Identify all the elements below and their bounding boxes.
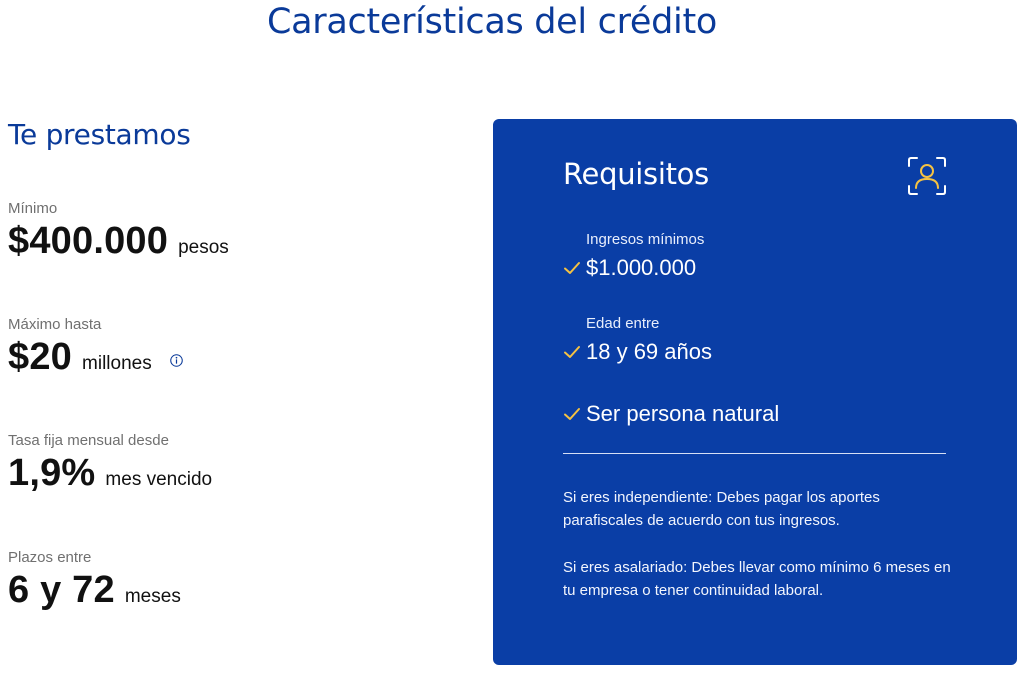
- rate-label: Tasa fija mensual desde: [8, 432, 169, 449]
- minimum-value: $400.000: [8, 220, 169, 262]
- loan-section-title: Te prestamos: [8, 118, 191, 151]
- terms-label: Plazos entre: [8, 549, 92, 566]
- income-value: $1.000.000: [586, 255, 697, 280]
- independent-note: Si eres independiente: Debes pagar los aportes parafiscales de acuerdo con tus ingresos.: [563, 489, 880, 529]
- monthly-rate: [8, 432, 212, 495]
- rate-unit: mes vencido: [105, 469, 213, 490]
- age-value: 18 y 69 años: [586, 339, 712, 364]
- requirements-title: Requisitos: [563, 157, 709, 191]
- income-label: Ingresos mínimos: [586, 231, 705, 248]
- requirements-card: [493, 119, 1017, 665]
- maximum-amount: [8, 316, 183, 379]
- minimum-label: Mínimo: [8, 200, 58, 217]
- check-icon: [563, 405, 581, 423]
- terms-value: 6 y 72: [8, 569, 115, 611]
- terms-unit: meses: [124, 586, 181, 607]
- requirement-age: [563, 315, 712, 365]
- minimum-unit: pesos: [178, 237, 229, 258]
- salaried-note: Si eres asalariado: Debes llevar como mínimo 6 meses en tu empresa o tener continuidad laboral.: [563, 559, 951, 599]
- maximum-value: $20: [8, 336, 73, 378]
- user-scan-icon: [907, 156, 947, 196]
- age-label: Edad entre: [586, 315, 660, 332]
- info-icon[interactable]: [170, 354, 183, 367]
- rate-value: 1,9%: [8, 452, 96, 494]
- maximum-unit: millones: [82, 353, 152, 374]
- loan-summary: [8, 118, 468, 611]
- check-icon: [563, 259, 581, 277]
- requirement-natural-person: [563, 395, 779, 427]
- loan-terms: [8, 549, 181, 612]
- divider: [563, 453, 946, 454]
- minimum-amount: [8, 200, 229, 263]
- check-icon: [563, 343, 581, 361]
- maximum-label: Máximo hasta: [8, 316, 102, 333]
- requirement-income: [563, 231, 704, 281]
- natural-person-value: Ser persona natural: [586, 401, 780, 426]
- page-title: Características del crédito: [266, 2, 718, 42]
